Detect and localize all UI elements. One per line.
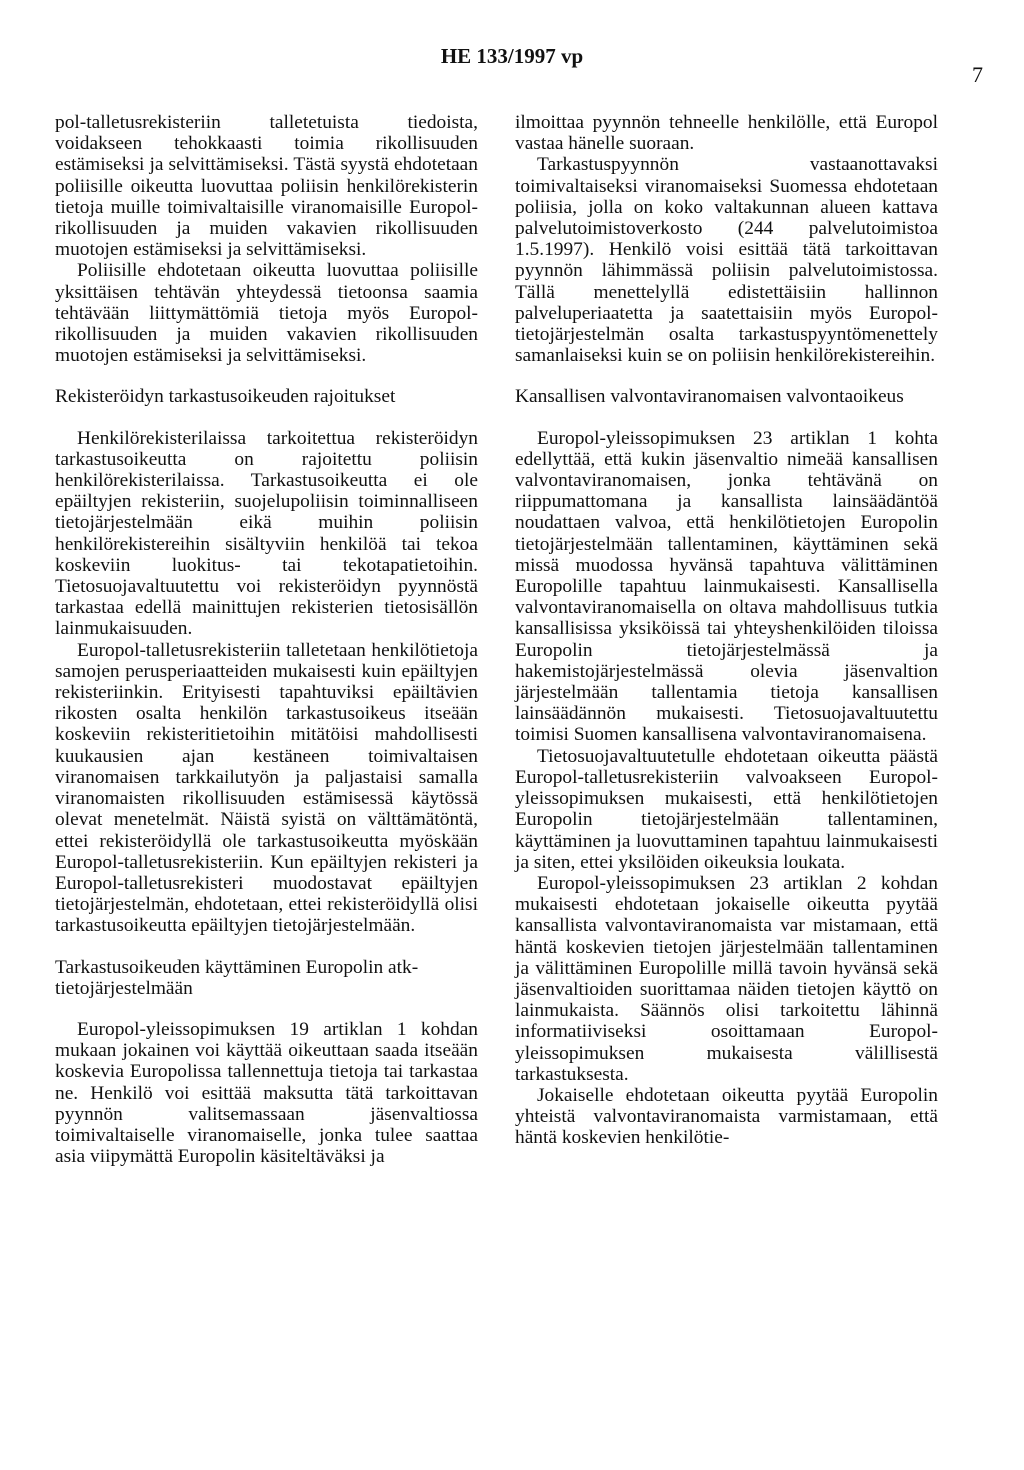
left-column	[55, 112, 478, 1167]
paragraph: Europol-talletusrekisteriin talletetaan henkilötietoja samojen perusperiaatteiden mukaisesti kuin epäiltyjen rekisteriinkin. Erityisesti tapahtuviksi epäiltävien rikosten osalta henkilön tarkastusoikeus itseään koskeviin rekisteritietoihin mitätöisi mahdollisesti kuukausien ajan kestäneen toimivaltaisen viranomaisen tarkkailutyön ja paljastaisi samalla viranomaisten rikollisuuden estämisessä käytössä olevat menetelmät. Näistä syistä on välttämätöntä, ettei rekisteröidyllä ole tarkastusoikeutta myöskään Europol-talletusrekisteriin. Kun epäiltyjen rekisteri ja Europol-talletusrekisteri muodostavat epäiltyjen tietojärjestelmän, ehdotetaan, ettei rekisteröidyllä olisi tarkastusoikeutta epäiltyjen tietojärjestelmään.	[55, 639, 478, 937]
paragraph: Europol-yleissopimuksen 23 artiklan 2 kohdan mukaisesti ehdotetaan jokaiselle oikeutta pyytää kansallista valvontaviranomaista var mistamaan, että häntä koskevien tietojen järjestelmään tallentaminen ja välittäminen Europolille millä tavoin hyvänsä sekä jäsenvaltioiden suorittamaa näiden tietojen käyttö on lainmukaista. Säännös olisi tarkoitettu lähinnä informatiiviseksi osoittamaan Europol-yleissopimuksen mukaisesta välillisestä tarkastuksesta.	[515, 872, 938, 1085]
paragraph: ilmoittaa pyynnön tehneelle henkilölle, että Europol vastaa hänelle suoraan.	[515, 112, 938, 155]
section-heading: Kansallisen valvontaviranomaisen valvontaoikeus	[515, 386, 904, 408]
paragraph: Tietosuojavaltuutetulle ehdotetaan oikeutta päästä Europol-talletusrekisteriin valvoakseen Europol-yleissopimuksen mukaisesti, että henkilötietojen Europolin tietojärjestelmään tallentaminen, käyttäminen ja luovuttaminen tapahtuu lainmukaisesti ja siten, ettei yksilöiden oikeuksia loukata.	[515, 745, 938, 873]
paragraph: Jokaiselle ehdotetaan oikeutta pyytää Europolin yhteistä valvontaviranomaista varmistamaan, että häntä koskevien henkilötie-	[515, 1084, 938, 1149]
right-column	[515, 112, 938, 1149]
paragraph: Henkilörekisterilaissa tarkoitettua rekisteröidyn tarkastusoikeutta on rajoitettu poliisin henkilörekisterilaissa. Tarkastusoikeutta ei ole epäiltyjen rekisteriin, suojelupoliisin toiminnalliseen tietojärjestelmään eikä muihin poliisin henkilörekistereihin sisältyviin henkilöä tai tekoa koskeviin luokitus- tai tekotapatietoihin. Tietosuojavaltuutettu voi rekisteröidyn pyynnöstä tarkastaa edellä mainittujen rekisterien tietosisällön lainmukaisuuden.	[55, 427, 478, 640]
section-heading: Tarkastusoikeuden käyttäminen Europolin atk-tietojärjestelmään	[55, 956, 419, 999]
running-head: HE 133/1997 vp	[440, 44, 584, 68]
paragraph: Europol-yleissopimuksen 23 artiklan 1 kohta edellyttää, että kukin jäsenvaltio nimeää kansallisen valvontaviranomaisen, jonka tehtävänä on riippumattomana ja kansallista lainsäädäntöä noudattaen valvoa, että henkilötietojen Europolin tietojärjestelmään tallentaminen, käyttäminen sekä missä muodossa hyvänsä tapahtuva välittäminen Europolille tapahtuu lainmukaisesti. Kansallisella valvontaviranomaisella on oltava mahdollisuus tutkia kansallisissa yksiköissä tai yhteyshenkilöiden tiloissa Europolin tietojärjestelmässä ja hakemistojärjestelmässä olevia jäsenvaltion järjestelmään tallentamia tietoja kansallisen lainsäädännön mukaisesti. Tietosuojavaltuutettu toimisi Suomen kansallisena valvontaviranomaisena.	[515, 427, 938, 746]
paragraph: Tarkastuspyynnön vastaanottavaksi toimivaltaiseksi viranomaiseksi Suomessa ehdotetaan poliisia, jolla on koko valtakunnan alueen kattava palvelutoimistoverkosto (244 palvelutoimistoa 1.5.1997). Henkilö voisi esittää tätä tarkoittavan pyynnön lähimmässä poliisin palvelutoimistossa. Tällä menettelyllä edistettäisiin hallinnon palveluperiaatetta ja saatettaisiin myös Europol-tietojärjestelmän osalta tarkastuspyyntömenettely samanlaiseksi kuin se on poliisin henkilörekistereihin.	[515, 154, 938, 367]
paragraph: Europol-yleissopimuksen 19 artiklan 1 kohdan mukaan jokainen voi käyttää oikeuttaan saada itseään koskevia Europolissa tallennettuja tietoja tai tarkastaa ne. Henkilö voi esittää maksutta tätä tarkoittavan pyynnön valitsemassaan jäsenvaltiossa toimivaltaiselle viranomaiselle, jonka tulee saattaa asia viipymättä Europolin käsiteltäväksi ja	[55, 1018, 478, 1168]
section-heading: Rekisteröidyn tarkastusoikeuden rajoitukset	[55, 386, 396, 408]
paragraph: pol-talletusrekisteriin talletetuista tiedoista, voidakseen tehokkaasti toimia rikollisuuden estämiseksi ja selvittämiseksi. Tästä syystä ehdotetaan poliisille oikeutta luovuttaa poliisin henkilörekisterin tietoja muille toimivaltaisille viranomaisille Europol-rikollisuuden ja muiden vakavien rikollisuuden muotojen estämiseksi ja selvittämiseksi.	[55, 112, 478, 261]
paragraph: Poliisille ehdotetaan oikeutta luovuttaa poliisille yksittäisen tehtävän yhteydessä tietoonsa saamia tehtävään liittymättömiä tietoja myös Europol-rikollisuuden ja muiden vakavien rikollisuuden muotojen estämiseksi ja selvittämiseksi.	[55, 260, 478, 367]
page-number: 7	[972, 62, 983, 87]
